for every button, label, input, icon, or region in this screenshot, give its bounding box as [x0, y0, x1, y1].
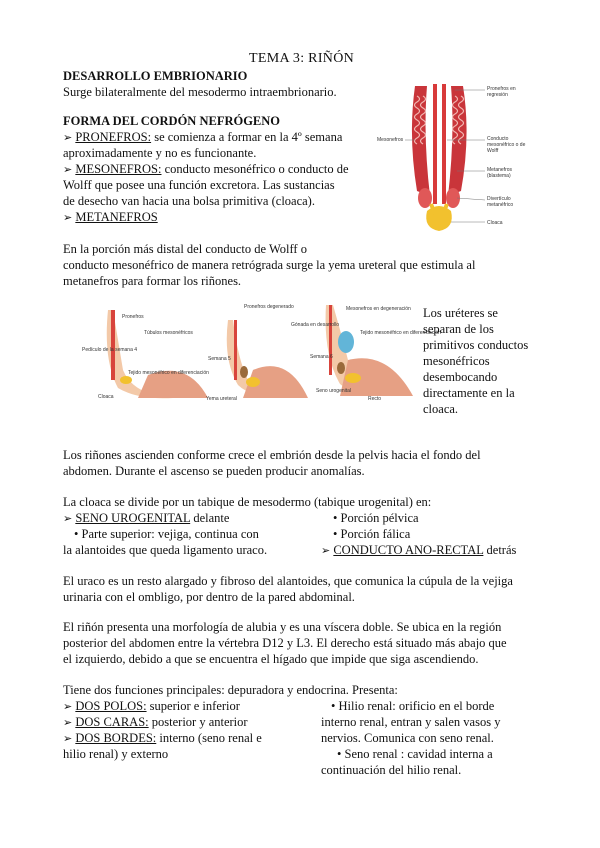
fig-label: Pronefros [122, 314, 144, 320]
caras-term: DOS CARAS: [75, 715, 149, 729]
pronefros-term: PRONEFROS: [75, 130, 152, 144]
porcion-pelvica: • Porción pélvica [333, 511, 419, 525]
conducto-after: detrás [483, 543, 517, 557]
rinon-text-1: El riñón presenta una morfología de alubia y es una víscera doble. Se ubica en la región [63, 620, 502, 634]
nephrogenic-cord-figure [375, 76, 530, 238]
page-title: TEMA 3: RIÑÓN [249, 51, 355, 66]
parte-superior-2: la alantoides que queda ligamento uraco. [63, 543, 268, 557]
fig-label: Cloaca [487, 220, 503, 226]
wolff-text-3: metanefros para formar los riñones. [63, 274, 242, 288]
ascend-text-1: Los riñones ascienden conforme crece el embrión desde la pelvis hacia el fondo del [63, 448, 481, 462]
rinon-text-3: el izquierdo, debido a que se encuentra el hígado que impide que siga ascendiendo. [63, 652, 479, 666]
seno-renal-text-2: continuación del hilio renal. [321, 763, 462, 777]
hilio-text-1: • Hilio renal: orificio en el borde [331, 699, 495, 713]
fig-label: Mesonefros en degeneración [346, 306, 411, 312]
fig-label: Gónada en desarrollo [291, 322, 340, 328]
arrow-icon: ➢ [63, 716, 73, 729]
ureter-text-5: desembocando [423, 370, 498, 384]
caras-line [63, 714, 248, 731]
hilio-text-3: nervios. Comunica con seno renal. [321, 731, 494, 745]
ureter-text-1: Los uréteres se [423, 306, 498, 320]
parte-superior-1: • Parte superior: vejiga, continua con [74, 527, 259, 541]
seno-after: delante [190, 511, 230, 525]
cord-heading: FORMA DEL CORDÓN NEFRÓGENO [63, 114, 281, 128]
metanefros-line [63, 209, 158, 226]
bordes-line [63, 730, 262, 747]
ureter-text-6: directamente en la [423, 386, 515, 400]
fig-label: Seno urogenital [316, 388, 352, 394]
ureter-text-4: mesonéfricos [423, 354, 490, 368]
fig-label: Pedículo de la semana 4 [82, 347, 138, 353]
embryo-text: Surge bilateralmente del mesodermo intraembrionario. [63, 85, 337, 99]
wolff-text-2: conducto mesonéfrico de manera retrógrada surge la yema ureteral que estimula al [63, 258, 476, 272]
mesonefros-line [63, 161, 349, 178]
fig-label: Cloaca [98, 394, 114, 400]
fig-label: Túbulos mesonéfricos [144, 330, 193, 336]
arrow-icon: ➢ [63, 700, 73, 713]
ureter-text-3: primitivos conductos [423, 338, 529, 352]
arrow-icon: ➢ [63, 131, 73, 144]
conducto-line [321, 542, 516, 559]
ascend-text-2: abdomen. Durante el ascenso se pueden producir anomalías. [63, 464, 365, 478]
embryo-heading: DESARROLLO EMBRIONARIO [63, 69, 248, 83]
fig-label: Conducto mesonéfrico o de Wolff [487, 136, 526, 154]
fig-label: Mesonefros [377, 137, 404, 143]
mesonefros-text: conducto mesonéfrico o conducto de [161, 162, 349, 176]
ureter-text-7: cloaca. [423, 402, 459, 416]
pronefros-text: se comienza a formar en la 4º semana [151, 130, 343, 144]
polos-term: DOS POLOS: [75, 699, 147, 713]
caras-text: posterior y anterior [148, 715, 248, 729]
metanefros-term: METANEFROS [75, 210, 158, 224]
rinon-text-2: posterior del abdomen entre la vértebra D12 y L3. El derecho está situado más abajo que [63, 636, 507, 650]
fig-label: Yema ureteral [206, 396, 237, 402]
arrow-icon: ➢ [321, 544, 331, 557]
fig-label: Metanefros (blastema) [487, 167, 513, 179]
fig-label: Divertículo metanéfrico [487, 196, 514, 208]
polos-line [63, 698, 240, 715]
wolff-text-1: En la porción más distal del conducto de Wolff o [63, 242, 307, 256]
ureter-text-2: separan de los [423, 322, 494, 336]
arrow-icon: ➢ [63, 211, 73, 224]
mesonefros-term: MESONEFROS: [75, 162, 162, 176]
embryo-development-figure [78, 300, 441, 403]
nephrogenic-cord-illustration [375, 76, 530, 238]
uraco-text-1: El uraco es un resto alargado y fibroso del alantoides, que comunica la cúpula de la vejiga [63, 574, 513, 588]
arrow-icon: ➢ [63, 163, 73, 176]
bordes-term: DOS BORDES: [75, 731, 157, 745]
fig-label: Recto [368, 396, 382, 402]
porcion-falica: • Porción fálica [333, 527, 411, 541]
fig-label: Pronefros en regresión [487, 86, 516, 98]
fig-label: Tejido mesonéfrico en diferenciación [360, 330, 441, 336]
pronefros-line [63, 129, 342, 146]
uraco-text-2: urinaria con el ombligo, por dentro de la pared abdominal. [63, 590, 355, 604]
arrow-icon: ➢ [63, 732, 73, 745]
mesonefros-text-3: de desecho van hacia una bolsa primitiva (cloaca). [63, 194, 315, 208]
hilio-text-2: interno renal, entran y salen vasos y [321, 715, 501, 729]
polos-text: superior e inferior [146, 699, 240, 713]
fig-label: Pronefros degenerado [244, 304, 294, 310]
fig-label: Semana 6 [310, 354, 333, 360]
funciones-text: Tiene dos funciones principales: depuradora y endocrina. Presenta: [63, 683, 398, 697]
seno-renal-text-1: • Seno renal : cavidad interna a [337, 747, 493, 761]
arrow-icon: ➢ [63, 512, 73, 525]
seno-term: SENO UROGENITAL [75, 511, 191, 525]
bordes-text-2: hilio renal) y externo [63, 747, 169, 761]
bordes-text: interno (seno renal e [156, 731, 262, 745]
seno-line [63, 510, 229, 527]
pronefros-text-2: aproximadamente y no es funcionante. [63, 146, 257, 160]
mesonefros-text-2: Wolff que posee una función excretora. Las sustancias [63, 178, 335, 192]
cloaca-intro: La cloaca se divide por un tabique de mesodermo (tabique urogenital) en: [63, 495, 432, 509]
conducto-term: CONDUCTO ANO-RECTAL [333, 543, 484, 557]
fig-label: Tejido mesonéfrico en diferenciación [128, 370, 209, 376]
fig-label: Semana 5 [208, 356, 231, 362]
